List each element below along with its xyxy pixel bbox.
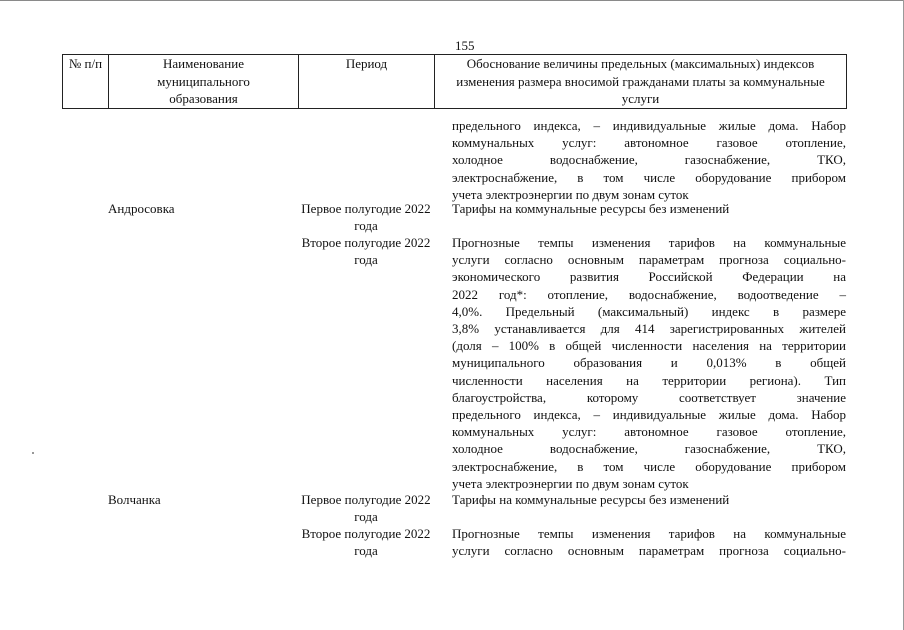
text-line: учета электроэнергии по двум зонам суток — [452, 475, 689, 491]
text-line: электроснабжение, в том числе оборудование прибором — [452, 169, 846, 185]
tariff-note: Тарифы на коммунальные ресурсы без изменений — [452, 492, 730, 507]
period-first-half: Первое полугодие 2022 года — [301, 492, 431, 525]
text-line: холодное водоснабжение, газоснабжение, ТКО, — [452, 441, 846, 457]
municipality-name: Андросовка — [108, 201, 175, 216]
period-second-half: Второе полугодие 2022 года — [301, 235, 431, 268]
text-line: учета электроэнергии по двум зонам суток — [452, 186, 689, 202]
header-col-number: № п/п — [63, 55, 109, 109]
scan-speck — [32, 452, 34, 454]
text-line: предельного индекса, – индивидуальные жилые дома. Набор — [452, 407, 846, 423]
text-line: экономического развития Российской Федерации на — [452, 269, 846, 285]
text-line: 4,0%. Предельный (максимальный) индекс в размере — [452, 303, 846, 319]
page-top-edge — [0, 0, 904, 1]
text-line: коммунальных услуг: автономное газовое отопление, — [452, 424, 846, 440]
table-header — [62, 54, 847, 109]
forecast-text — [452, 525, 846, 559]
header-col-name: Наименование муниципального образования — [109, 55, 299, 109]
page-number: 155 — [455, 38, 475, 53]
text-line: предельного индекса, – индивидуальные жилые дома. Набор — [452, 118, 846, 133]
header-col-justification: Обоснование величины предельных (максимальных) индексов изменения размера вносимой гражданами платы за коммунальные услуги — [435, 55, 847, 109]
text-line: (доля – 100% в общей численности населения на территории — [452, 338, 846, 354]
period-second-half: Второе полугодие 2022 года — [301, 526, 431, 559]
text-line: услуги согласно основным параметрам прогноза социально- — [452, 252, 846, 268]
period-first-half: Первое полугодие 2022 года — [301, 201, 431, 234]
text-line: коммунальных услуг: автономное газовое отопление, — [452, 135, 846, 151]
text-line: 2022 год*: отопление, водоснабжение, водоотведение – — [452, 286, 846, 302]
text-line: электроснабжение, в том числе оборудование прибором — [452, 458, 846, 474]
tariff-note: Тарифы на коммунальные ресурсы без изменений — [452, 201, 730, 216]
forecast-text — [452, 234, 846, 492]
continuation-text — [452, 117, 846, 203]
text-line: муниципального образования и 0,013% в общей — [452, 355, 846, 371]
text-line: Прогнозные темпы изменения тарифов на коммунальные — [452, 526, 846, 541]
municipality-name: Волчанка — [108, 492, 161, 507]
header-col-period: Период — [299, 55, 435, 109]
text-line: холодное водоснабжение, газоснабжение, ТКО, — [452, 152, 846, 168]
text-line: благоустройства, которому соответствует значение — [452, 389, 846, 405]
text-line: численности населения на территории региона). Тип — [452, 372, 846, 388]
text-line: услуги согласно основным параметрам прогноза социально- — [452, 543, 846, 559]
text-line: 3,8% устанавливается для 414 зарегистрированных жителей — [452, 321, 846, 337]
text-line: Прогнозные темпы изменения тарифов на коммунальные — [452, 235, 846, 250]
